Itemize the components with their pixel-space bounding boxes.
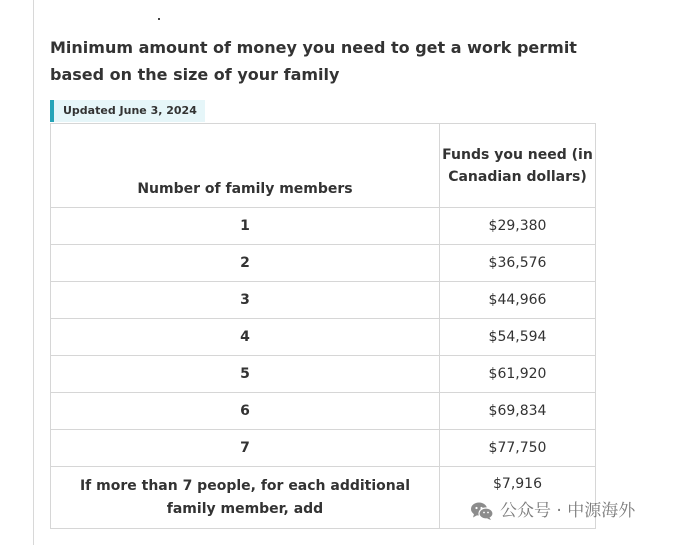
table-row — [51, 319, 596, 356]
wechat-watermark — [470, 499, 635, 523]
family-size-cell: 5 — [51, 356, 440, 393]
family-size-cell: 7 — [51, 430, 440, 467]
funds-table — [50, 123, 596, 529]
table-row — [51, 393, 596, 430]
table-row — [51, 282, 596, 319]
funds-cell: $77,750 — [440, 430, 596, 467]
table-row — [51, 245, 596, 282]
page-heading: Minimum amount of money you need to get a work permit based on the size of your family — [50, 38, 577, 84]
table-row — [51, 208, 596, 245]
additional-member-label: If more than 7 people, for each additional family member, add — [51, 467, 440, 529]
watermark-text: 公众号 · 中源海外 — [500, 501, 636, 521]
family-size-cell: 3 — [51, 282, 440, 319]
decorative-mark — [158, 18, 160, 20]
page-left-border — [33, 0, 34, 545]
wechat-icon — [470, 501, 494, 521]
table-row — [51, 430, 596, 467]
table-header-row — [51, 124, 596, 208]
updated-badge: Updated June 3, 2024 — [50, 100, 205, 122]
header-funds-needed: Funds you need (in Canadian dollars) — [440, 124, 596, 208]
header-family-members: Number of family members — [51, 124, 440, 208]
family-size-cell: 2 — [51, 245, 440, 282]
family-size-cell: 1 — [51, 208, 440, 245]
table-row — [51, 356, 596, 393]
funds-cell: $69,834 — [440, 393, 596, 430]
family-size-cell: 6 — [51, 393, 440, 430]
funds-cell: $61,920 — [440, 356, 596, 393]
family-size-cell: 4 — [51, 319, 440, 356]
additional-member-funds: $7,916 — [440, 467, 596, 529]
funds-cell: $36,576 — [440, 245, 596, 282]
funds-cell: $54,594 — [440, 319, 596, 356]
funds-cell: $44,966 — [440, 282, 596, 319]
funds-cell: $29,380 — [440, 208, 596, 245]
